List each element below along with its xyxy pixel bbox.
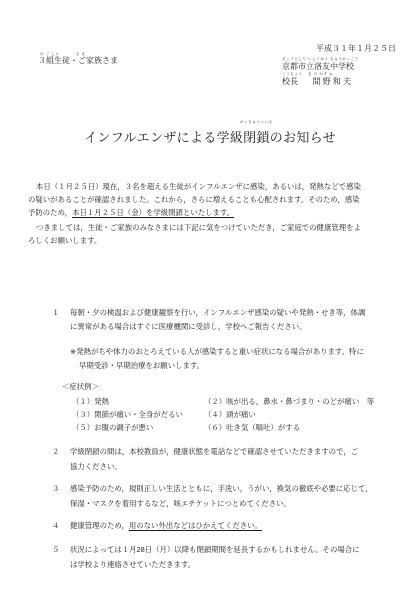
closure-announcement: 本日１月２５日（金）を学級閉鎖といたします。 xyxy=(72,208,235,217)
item-number: ３ xyxy=(52,484,60,493)
symptom-item: （５）お腹の調子が悪い xyxy=(72,423,154,432)
symptoms-list xyxy=(72,397,402,436)
item-number: ５ xyxy=(52,545,60,554)
item-line: 状況によっては１月28日（月）以降も閉鎖期間を延長するかもしれません。その場合に xyxy=(70,545,360,554)
item-line: は学校より連絡させていただきます。 xyxy=(70,560,196,569)
addressee-ruby: ほ ご しゃ さ ま xyxy=(40,52,86,56)
item-number: １ xyxy=(52,308,60,317)
notice-item-3 xyxy=(52,484,402,508)
notice-item-1 xyxy=(52,308,402,331)
no-going-out-notice: 用のない外出などはひかえてください。 xyxy=(128,521,262,530)
item-line: 毎朝・夕の検温および健康観察を行い，インフルエンザ感染の疑いや発熱・せき等，体調 xyxy=(70,308,366,317)
title-ruby: がっきゅうへいさ xyxy=(240,120,273,124)
item-line: 感染予防のため，規則正しい生活とともに，手洗い，うがい，換気の徹底や必要に応じて， xyxy=(70,484,373,493)
item-line: 学級閉鎖の間は，本校教員が，健康状態を電話などで確認させていただきますので，ご xyxy=(70,447,359,456)
intro-line: ろしくお願いします。 xyxy=(28,236,102,245)
intro-line: つきましては，生徒・ご家族のみなさまには下記に気をつけていただき，ご家庭での健康管理をよ xyxy=(36,223,361,232)
item-number: ２ xyxy=(52,447,60,456)
school-name: 京都市立洛友中学校 xyxy=(282,62,354,71)
symptom-item: （６）吐き気（嘔吐）がする xyxy=(204,423,301,432)
school-ruby: きょうとしりつ らくゆう ちゅうがっこう xyxy=(282,57,359,61)
intro-paragraph-2 xyxy=(28,223,400,245)
item-line: に異常がある場合はすぐに医療機関に受診し，学校へご報告ください。 xyxy=(70,322,307,331)
note-line: 早期受診・早期治療をお願いします。 xyxy=(79,361,205,370)
intro-line xyxy=(28,208,400,217)
intro-line: の疑いがあることが確認されました。これから，さらに増えることも心配されます。そのため，感染 xyxy=(28,195,360,204)
symptoms-header: ＜症状例＞ xyxy=(62,382,99,391)
intro-paragraph-1 xyxy=(28,182,400,217)
notice-item-4 xyxy=(52,521,402,530)
notice-item-2 xyxy=(52,447,402,471)
item-number: ４ xyxy=(52,521,60,530)
intro-line: 本日（１月２５日）現在，３名を超える生徒がインフルエンザに感染，あるいは，発熱などで感染 xyxy=(36,182,361,191)
item-line: 協力ください。 xyxy=(70,462,122,471)
principal-name: 間 野 和 夫 xyxy=(312,77,352,86)
principal-ruby: こうちょう ま の かず お xyxy=(282,72,334,76)
symptom-item: （２）咳が出る，鼻水・鼻づまり・のどが痛い 等 xyxy=(204,397,374,406)
intro-text: 予防のため， xyxy=(28,208,73,217)
note-line: ※発熱がちや体力のおとろえている人が感染すると重い症状になる場合があります。特に xyxy=(70,347,364,356)
principal-line xyxy=(282,77,351,87)
item-text: 健康管理のため， xyxy=(70,521,129,530)
issue-date: 平成３１年１月２５日 xyxy=(316,44,396,53)
addressee: ３組生徒・ご家族さま xyxy=(38,56,118,65)
serious-case-note xyxy=(70,347,402,370)
principal-role: 校長 xyxy=(282,77,298,86)
item-line: 保湿・マスクを着用するなど，咳エチケットにつとめてください。 xyxy=(70,499,291,508)
symptom-item: （１）発熱 xyxy=(72,397,109,406)
notice-item-5 xyxy=(52,545,402,569)
symptom-item: （３）関節が痛い・全身がだるい xyxy=(72,410,183,419)
symptom-item: （４）頭が痛い xyxy=(204,410,256,419)
page-title: インフルエンザによる学級閉鎖のお知らせ xyxy=(84,130,336,145)
